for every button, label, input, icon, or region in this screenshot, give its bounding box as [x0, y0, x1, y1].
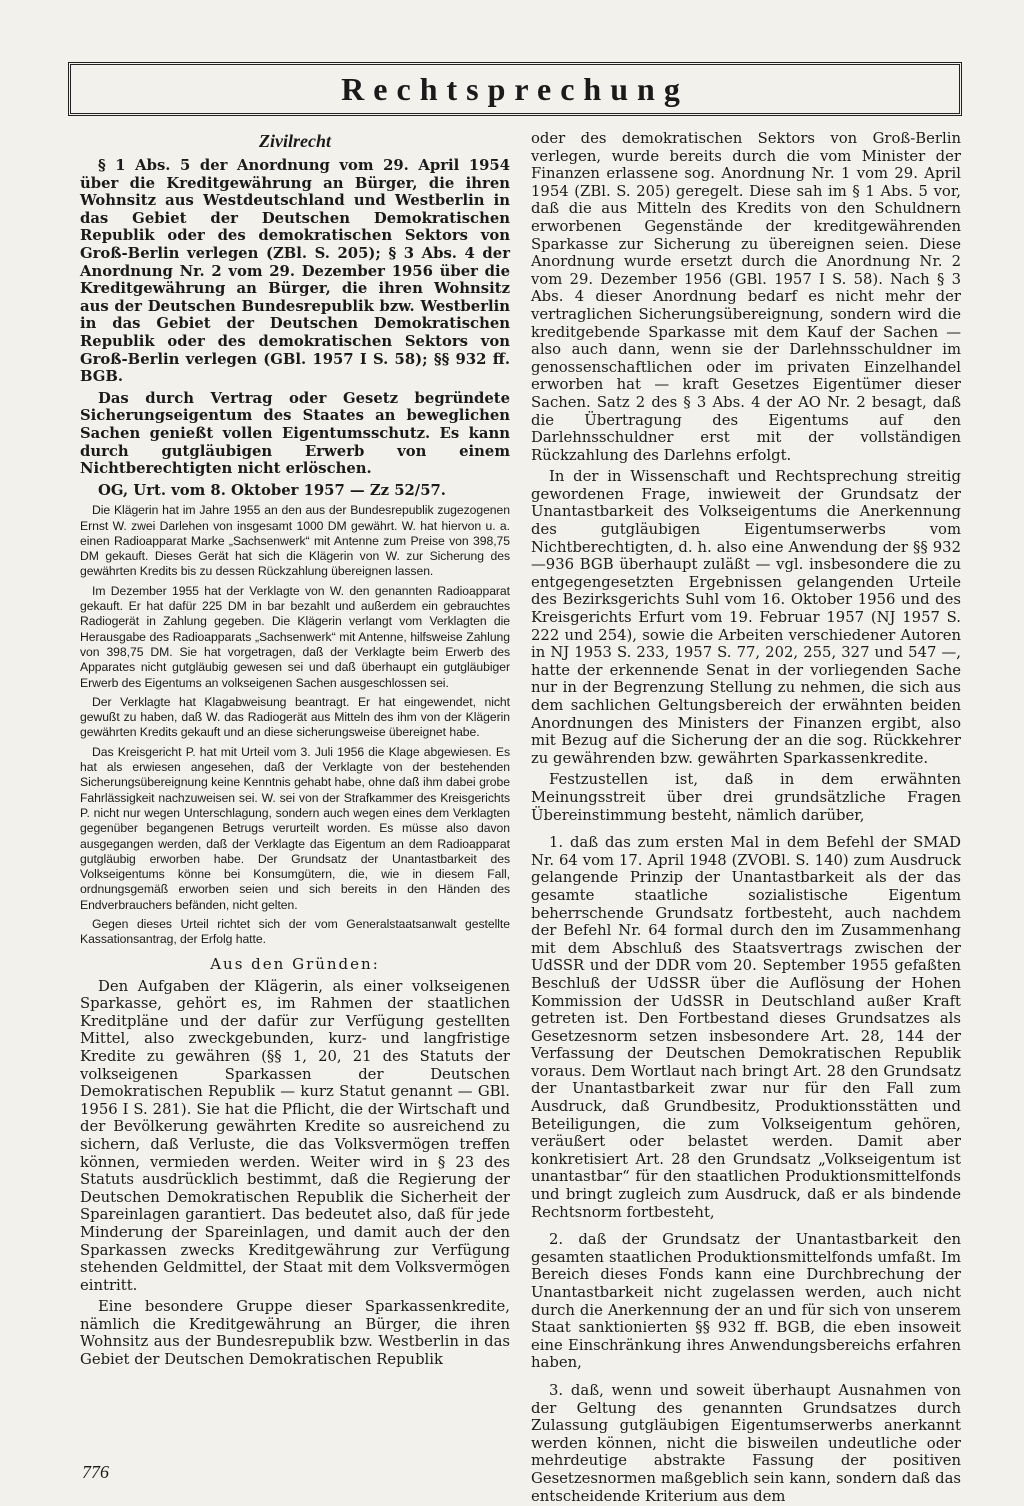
facts-paragraph: Gegen dieses Urteil richtet sich der vom Generalstaatsanwalt gestellte Kassationsantrag, der Erfolg hatte.: [80, 917, 510, 947]
page-number: 776: [82, 1462, 109, 1482]
facts-paragraph: Im Dezember 1955 hat der Verklagte von W. den genannten Radioapparat gekauft. Er hat dafür 225 DM in bar bezahlt und außerdem ein gebrauchtes Radiogerät in Zahlung gegeben. Die Klägerin verlangt vom Verklagten die Herausgabe des Radioapparats „Sachsenwerk“ mit Antenne, hilfsweise Zahlung von 398,75 DM. Sie hat vorgetragen, daß der Verklagte beim Erwerb des Apparates nicht gutgläubig gewesen sei und daß überhaupt ein gutgläubiger Erwerb des Eigentums an volkseigenen Sachen ausgeschlossen sei.: [80, 583, 510, 690]
body-paragraph: oder des demokratischen Sektors von Groß-Berlin verlegen, wurde bereits durch die vom Minister der Finanzen erlassene sog. Anordnung Nr. 1 vom 29. April 1954 (ZBl. S. 205) geregelt. Diese sah im § 1 Abs. 5 vor, daß die aus Mitteln des Kredits von den Schuldnern erworbenen Gegenstände der kreditgewährenden Sparkasse zur Sicherung zu übereignen seien. Diese Anordnung wurde ersetzt durch die Anordnung Nr. 2 vom 29. Dezember 1956 (GBl. 1957 I S. 58). Nach § 3 Abs. 4 dieser Anordnung bedarf es nicht mehr der vertraglichen Sicherungsübereignung, sondern wird die kreditgebende Sparkasse mit dem Kauf der Sachen — also auch dann, wenn sie der Darlehnsschuldner im genossenschaftlichen oder im privaten Einzelhandel erworben hat — kraft Gesetzes Eigentümer dieser Sachen. Satz 2 des § 3 Abs. 4 der AO Nr. 2 besagt, daß die Übertragung des Eigentums auf den Darlehnsschuldner erst mit der vollständigen Rückzahlung des Darlehns erfolgt.: [531, 130, 961, 464]
reasons-paragraph: Eine besondere Gruppe dieser Sparkassenkredite, nämlich die Kreditgewährung an Bürger, die ihren Wohnsitz aus der Bundesrepublik bzw. Westberlin in das Gebiet der Deutschen Demokratischen Republik: [80, 1298, 510, 1369]
numbered-point: 2. daß der Grundsatz der Unantastbarkeit den gesamten staatlichen Produktionsmittelfonds umfaßt. Im Bereich dieses Fonds kann eine Durchbrechung der Unantastbarkeit nicht zugelassen werden, auch nicht durch die Anerkennung der an und für sich von unserem Staat sanktionierten §§ 932 ff. BGB, die eben insoweit eine Einschränkung ihres Anwendungsbereichs erfahren haben,: [531, 1231, 961, 1372]
numbered-point: 3. daß, wenn und soweit überhaupt Ausnahmen von der Geltung des genannten Grundsatzes durch Zulassung gutgläubigen Eigentumserwerbs anerkannt werden können, nicht die bisweilen undeutliche oder mehrdeutige abstrakte Fassung der positiven Gesetzesnormen maßgeblich sein kann, sondern daß das entscheidende Kriterium aus dem: [531, 1381, 961, 1505]
reasons-heading: Aus den Gründen:: [210, 954, 380, 973]
decision-citation: OG, Urt. vom 8. Oktober 1957 — Zz 52/57.: [98, 481, 446, 499]
numbered-point: 1. daß das zum ersten Mal in dem Befehl der SMAD Nr. 64 vom 17. April 1948 (ZVOBl. S. 140) zum Ausdruck gelangende Prinzip der Unantastbarkeit als der das gesamte staatliche sozialistische Eigentum beherrschende Grundsatz fortbesteht, auch nachdem der Befehl Nr. 64 formal durch den im Zusammenhang mit dem Abschluß des Staatsvertrags zwischen der UdSSR und der DDR vom 20. September 1955 gefaßten Beschluß der UdSSR über die Auflösung der Hohen Kommission der UdSSR in Deutschland außer Kraft getreten ist. Den Fortbestand dieses Grundsatzes als Gesetzesnorm setzen insbesondere Art. 28, 144 der Verfassung der Deutschen Demokratischen Republik voraus. Dem Wortlaut nach bringt Art. 28 den Grundsatz der Unantastbarkeit zwar nur für den Fall zum Ausdruck, daß Grundbesitz, Produktionsstätten und Beteiligungen, die zum Volkseigentum gehören, veräußert oder belastet werden. Damit aber konkretisiert Art. 28 den Grundsatz „Volkseigentum ist unantastbar“ für den staatlichen Produktionsmittelfonds und bringt zugleich zum Ausdruck, daß er als bindende Rechtsnorm fortbesteht,: [531, 834, 961, 1221]
facts-paragraph: Der Verklagte hat Klagabweisung beantragt. Er hat eingewendet, nicht gewußt zu haben, daß W. das Radiogerät aus Mitteln des ihm von der Klägerin gewährten Kredits gekauft und an diese sicherungsweise übereignet habe.: [80, 694, 510, 740]
page-title: Rechtsprechung: [341, 70, 689, 107]
reasons-paragraph: Den Aufgaben der Klägerin, als einer volkseigenen Sparkasse, gehört es, im Rahmen der staatlichen Kreditpläne und der dafür zur Verfügung gestellten Mittel, also zweckgebunden, kurz- und langfristige Kredite zu gewähren (§§ 1, 20, 21 des Statuts der volkseigenen Sparkassen der Deutschen Demokratischen Republik — kurz Statut genannt — GBl. 1956 I S. 281). Sie hat die Pflicht, die der Wirtschaft und der Bevölkerung gewährten Kredite so ausreichend zu sichern, daß Verluste, die das Volksvermögen treffen können, vermieden werden. Weiter wird in § 23 des Statuts ausdrücklich bestimmt, daß die Regierung der Deutschen Demokratischen Republik die Sicherheit der Spareinlagen garantiert. Das bedeutet also, daß für jede Minderung der Spareinlagen, und damit auch der den Sparkassen zwecks Kreditgewährung zur Verfügung stehenden Geldmittel, der Staat mit dem Volksvermögen eintritt.: [80, 977, 510, 1294]
body-paragraph: In der in Wissenschaft und Rechtsprechung streitig gewordenen Frage, inwieweit der Grundsatz der Unantastbarkeit des Volkseigentums die Anerkennung des gutgläubigen Eigentumserwerbs vom Nichtberechtigten, d. h. also eine Anwendung der §§ 932—936 BGB überhaupt zuläßt — vgl. insbesondere die zu entgegengesetzten Ergebnissen gelangenden Urteile des Bezirksgerichts Suhl vom 16. Oktober 1956 und des Kreisgerichts Erfurt vom 19. Februar 1957 (NJ 1957 S. 222 und 254), sowie die Arbeiten verschiedener Autoren in NJ 1953 S. 233, 1957 S. 77, 202, 255, 327 und 547 —, hatte der erkennende Senat in der vorliegenden Sache nur in der Begrenzung Stellung zu nehmen, die sich aus dem sachlichen Geltungsbereich der erwähnten beiden Anordnungen des Ministers der Finanzen ergibt, also mit Bezug auf die Sicherung der an die sog. Rückkehrer zu gewährenden bzw. gewährten Sparkassenkredite.: [531, 468, 961, 767]
title-box: [68, 62, 962, 116]
facts-paragraph: Die Klägerin hat im Jahre 1955 an den aus der Bundesrepublik zugezogenen Ernst W. zwei Darlehen von insgesamt 1000 DM gewährt. W. hat hiervon u. a. einen Radioapparat Marke „Sachsenwerk“ mit Antenne zum Preise von 398,75 DM gekauft. Dieses Gerät hat sich die Klägerin von W. zur Sicherung des gewährten Kredits bis zu dessen Rückzahlung übereignen lassen.: [80, 503, 510, 579]
facts-paragraph: Das Kreisgericht P. hat mit Urteil vom 3. Juli 1956 die Klage abgewiesen. Es hat als erwiesen angesehen, daß der Verklagte von der bestehenden Sicherungsübereignung keine Kenntnis gehabt habe, ohne daß ihm dabei grobe Fahrlässigkeit nachzuweisen sei. W. sei von der Strafkammer des Kreisgerichts P. nicht nur wegen Unterschlagung, sondern auch wegen eines dem Verklagten gegenüber begangenen Betrugs verurteilt worden. Es müsse also davon ausgegangen werden, daß der Verklagte das Eigentum an dem Radioapparat gutgläubig erworben habe. Der Grundsatz der Unantastbarkeit des Volkseigentums könne bei Konsumgütern, die, wie in diesem Fall, ordnungsgemäß erworben seien und sich bereits in den Händen des Endverbrauchers befänden, nicht gelten.: [80, 744, 510, 912]
leitsatz-norms: § 1 Abs. 5 der Anordnung vom 29. April 1954 über die Kreditgewährung an Bürger, die ihren Wohnsitz aus Westdeutschland und Westberlin in das Gebiet der Deutschen Demokratischen Republik oder des demokratischen Sektors von Groß-Berlin verlegen (ZBl. S. 205); § 3 Abs. 4 der Anordnung Nr. 2 vom 29. Dezember 1956 über die Kreditgewährung an Bürger, die ihren Wohnsitz aus der Deutschen Bundesrepublik bzw. Westberlin in das Gebiet der Deutschen Demokratischen Republik oder des demokratischen Sektors von Groß-Berlin verlegen (GBl. 1957 I S. 58); §§ 932 ff. BGB.: [80, 157, 510, 386]
body-paragraph: Festzustellen ist, daß in dem erwähnten Meinungsstreit über drei grundsätzliche Fragen Übereinstimmung besteht, nämlich darüber,: [531, 771, 961, 824]
leitsatz-text: Das durch Vertrag oder Gesetz begründete Sicherungseigentum des Staates an beweglichen Sachen genießt vollen Eigentumsschutz. Es kann durch gutgläubigen Erwerb von einem Nichtberechtigten nicht erlöschen.: [80, 389, 510, 478]
section-title: Zivilrecht: [259, 131, 331, 151]
right-column: [531, 130, 961, 1505]
left-column: [80, 130, 510, 1470]
